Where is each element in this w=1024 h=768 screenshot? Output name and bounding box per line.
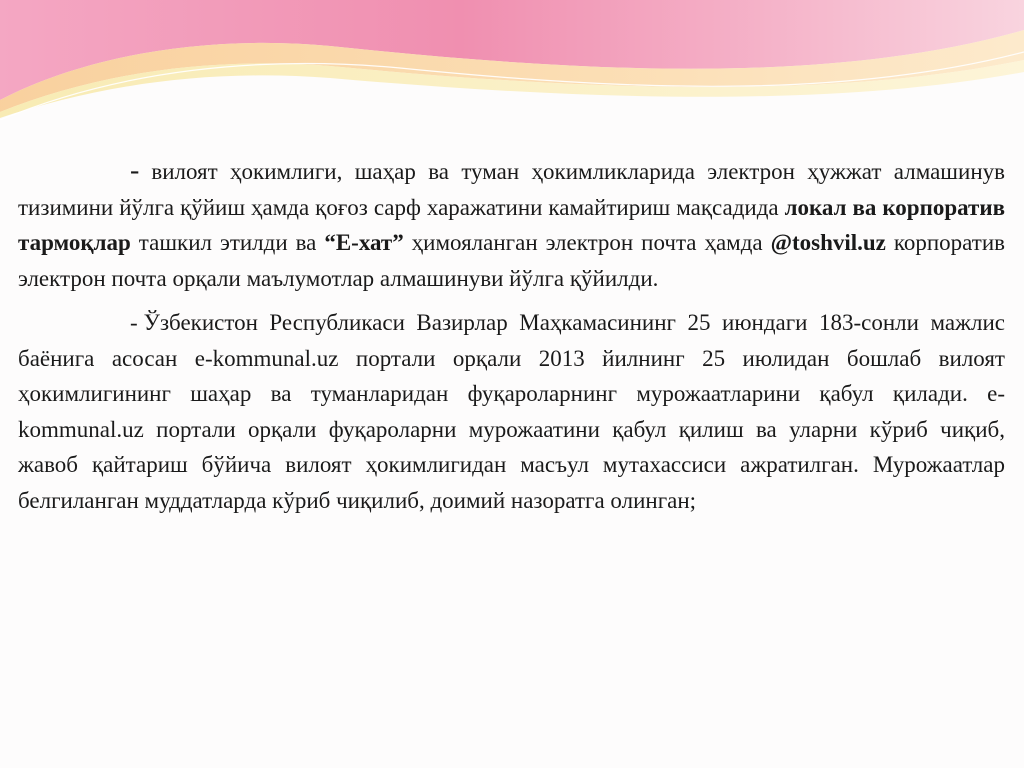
paragraph-e-kommunal [18, 305, 1005, 518]
paragraph-text: ташкил этилди ва [130, 230, 325, 255]
bullet-dash: - [130, 155, 140, 186]
header-wave-decoration [0, 0, 1024, 120]
bold-phrase: “Е-хат” [324, 230, 404, 255]
paragraph-text: ҳимояланган электрон почта ҳамда [403, 230, 771, 255]
paragraph-text: Ўзбекистон Республикаси Вазирлар Маҳкамасининг 25 июндаги 183-сонли мажлис баёнига асосан e-kommunal.uz портали орқали 2013 йилнинг 25 июлидан бошлаб вилоят ҳокимлигининг шаҳар ва туманларидан фуқароларнинг мурожаатларини қабул қилади. e-kommunal.uz портали орқали фуқароларни мурожаатини қабул қилиш ва уларни кўриб чиқиб, жавоб қайтариш бўйича вилоят ҳокимлигидан масъул мутахассиси ажратилган. Мурожаатлар белгиланган муддатларда кўриб чиқилиб, доимий назоратга олинган; [18, 310, 1005, 513]
bullet-dash: - [130, 310, 138, 335]
paragraph-text: корпоратив электрон почта орқали маълумотлар алмашинуви йўлга қўйилди. [18, 230, 1005, 291]
bold-phrase: локал ва корпоратив тармоқлар [18, 194, 1005, 255]
slide-body [18, 154, 1005, 518]
bold-email-domain: @toshvil.uz [770, 230, 886, 255]
paragraph-local-networks [18, 154, 1005, 296]
paragraph-text: вилоят ҳокимлиги, шаҳар ва туман ҳокимликларида электрон ҳужжат алмашинув тизимини йўлга қўйиш ҳамда қоғоз сарф харажатини камайтириш мақсадида [18, 159, 1005, 220]
